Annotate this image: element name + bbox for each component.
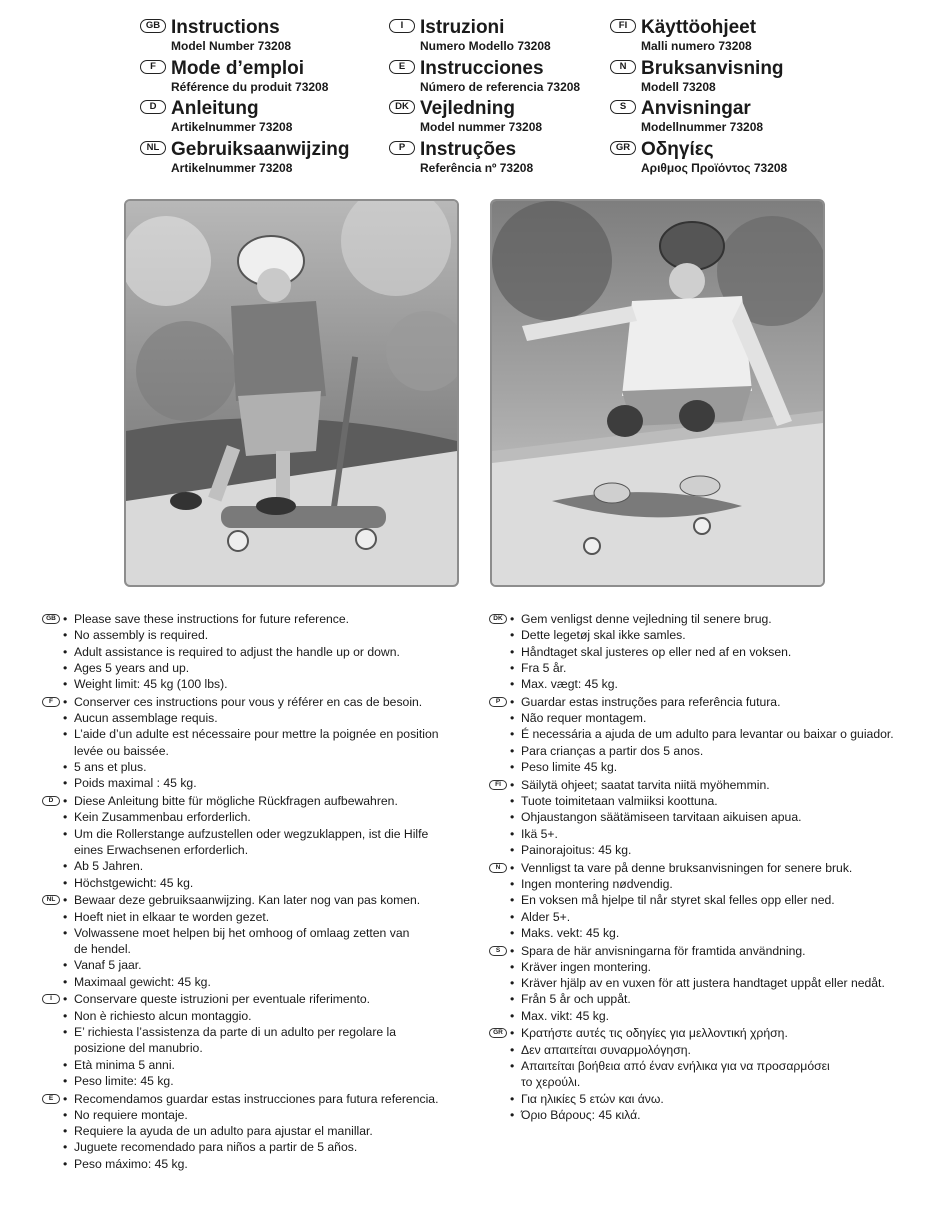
bullet-text-line: • Adult assistance is required to adjust the handle up or down.	[74, 644, 400, 659]
bullet-text-line: • Juguete recomendado para niños a partir de 5 años.	[74, 1140, 358, 1155]
bullet-text-line: • Non è richiesto alcun montaggio.	[74, 1008, 252, 1023]
bullet-text-line: • Spara de här anvisningarna för framtida användning.	[521, 943, 806, 958]
bullet-item	[521, 777, 929, 793]
language-code-badge: D	[140, 100, 166, 114]
language-code-badge: GB	[140, 19, 166, 33]
bullet-text-line: • Please save these instructions for future reference.	[74, 612, 350, 626]
bullet-text-line: • Höchstgewicht: 45 kg.	[74, 875, 194, 890]
language-section-nl	[42, 892, 472, 990]
bullet-text-line: • Poids maximal : 45 kg.	[74, 776, 197, 791]
instructions-title: Instructions	[171, 17, 280, 38]
bullet-item	[74, 793, 472, 809]
bullet-item	[74, 726, 472, 759]
bullet-text-line: • Painorajoitus: 45 kg.	[521, 842, 632, 857]
language-section-gb	[42, 611, 472, 692]
bullet-item	[521, 743, 929, 759]
photo-scooter-child	[124, 199, 459, 587]
language-section-d	[42, 793, 472, 891]
bullet-item	[521, 925, 929, 941]
language-code-badge: N	[489, 863, 507, 873]
bullet-text-line: • Från 5 år och uppåt.	[521, 992, 631, 1007]
bullet-item	[74, 611, 472, 627]
bullet-item	[521, 1091, 929, 1107]
language-code-badge: FI	[489, 780, 507, 790]
bullet-text-line: • Απαιτείται βοήθεια από έναν ενήλικα για να προσαρμόσει	[521, 1058, 830, 1073]
bullet-item	[74, 1156, 472, 1172]
bullet-text-line: το χερούλι.	[521, 1075, 581, 1090]
bullet-item	[521, 943, 929, 959]
bullet-item	[74, 925, 472, 958]
bullet-item	[521, 1025, 929, 1041]
bullet-item	[74, 1008, 472, 1024]
bullet-item	[521, 959, 929, 975]
language-code-badge: NL	[140, 141, 166, 155]
bullet-text-line: • No requiere montaje.	[74, 1107, 188, 1122]
bullet-item	[521, 726, 929, 742]
language-code-badge: F	[42, 697, 60, 707]
instructions-left-column	[42, 611, 472, 1173]
bullet-text-line: • Tuote toimitetaan valmiiksi koottuna.	[521, 794, 718, 809]
bullet-text-line: • Não requer montagem.	[521, 711, 647, 726]
language-code-badge: GR	[610, 141, 636, 155]
bullet-text-line: • Ages 5 years and up.	[74, 660, 190, 675]
bullet-item	[74, 909, 472, 925]
instructions-title: Anvisningar	[641, 98, 751, 119]
model-number-label: Model Number 73208	[171, 39, 292, 53]
bullet-text-line: • Conservare queste istruzioni per eventuale riferimento.	[74, 992, 371, 1007]
bullet-text-line: • Weight limit: 45 kg (100 lbs).	[74, 677, 228, 692]
bullet-text-line: • Kräver ingen montering.	[521, 959, 652, 974]
bullet-text-line: • Alder 5+.	[521, 909, 571, 924]
bullet-item	[521, 809, 929, 825]
bullet-item	[74, 644, 472, 660]
bullet-text-line: • Fra 5 år.	[521, 660, 567, 675]
instructions-title: Bruksanvisning	[641, 57, 784, 79]
instructions-title: Käyttöohjeet	[641, 17, 757, 38]
bullet-item	[521, 892, 929, 908]
bullet-item	[74, 1073, 472, 1089]
bullet-text-line: • Για ηλικίες 5 ετών και άνω.	[521, 1091, 664, 1106]
bullet-text-line: • 5 ans et plus.	[74, 760, 147, 775]
bullet-item	[521, 694, 929, 710]
language-code-badge: N	[610, 60, 636, 74]
bullet-text-line: • Hoeft niet in elkaar te worden gezet.	[74, 909, 270, 924]
bullet-text-line: • Ikä 5+.	[521, 826, 558, 841]
bullet-item	[74, 775, 472, 791]
instructions-title: Anleitung	[171, 98, 259, 119]
bullet-item	[521, 710, 929, 726]
model-number-label: Modellnummer 73208	[641, 120, 764, 134]
bullet-item	[521, 909, 929, 925]
bullet-text-line: • Ohjaustangon säätämiseen tarvitaan aikuisen apua.	[521, 810, 802, 825]
model-number-label: Malli numero 73208	[641, 39, 752, 53]
bullet-text-line: • Peso limite: 45 kg.	[74, 1073, 174, 1088]
bullet-item	[74, 710, 472, 726]
bullet-item	[521, 676, 929, 692]
language-section-s	[489, 943, 929, 1024]
bullet-item	[74, 957, 472, 973]
bullet-text-line: • Maximaal gewicht: 45 kg.	[74, 974, 211, 989]
bullet-item	[74, 660, 472, 676]
bullet-text-line: • Säilytä ohjeet; saatat tarvita niitä myöhemmin.	[521, 777, 770, 792]
bullet-item	[521, 991, 929, 1007]
language-code-badge: I	[42, 994, 60, 1004]
language-code-badge: GR	[489, 1028, 507, 1038]
bullet-item	[521, 660, 929, 676]
bullet-item	[521, 1042, 929, 1058]
bullet-item	[74, 858, 472, 874]
instructions-title: Istruzioni	[420, 17, 505, 38]
bullet-item	[521, 975, 929, 991]
language-code-badge: DK	[389, 100, 415, 114]
language-section-e	[42, 1091, 472, 1172]
bullet-item	[74, 627, 472, 643]
bullet-text-line: • É necessária a ajuda de um adulto para levantar ou baixar o guiador.	[521, 727, 894, 742]
language-code-badge: GB	[42, 614, 60, 624]
bullet-item	[521, 611, 929, 627]
bullet-item	[74, 759, 472, 775]
model-number-label: Número de referencia 73208	[420, 79, 581, 94]
model-number-label: Artikelnummer 73208	[171, 160, 293, 175]
language-section-f	[42, 694, 472, 792]
bullet-text-line: • Kräver hjälp av en vuxen för att justera handtaget uppåt eller nedåt.	[521, 976, 885, 991]
language-section-n	[489, 860, 929, 941]
language-section-fi	[489, 777, 929, 858]
bullet-text-line: • En voksen må hjelpe til når styret skal felles opp eller ned.	[521, 893, 835, 908]
language-code-badge: FI	[610, 19, 636, 33]
language-code-badge: D	[42, 796, 60, 806]
bullet-text-line: • L’aide d’un adulte est nécessaire pour mettre la poignée en position	[74, 727, 439, 742]
model-number-label: Αριθμος Προϊόντος 73208	[641, 160, 788, 175]
language-code-badge: I	[389, 19, 415, 33]
language-code-badge: F	[140, 60, 166, 74]
bullet-item	[521, 1008, 929, 1024]
bullet-text-line: • Recomendamos guardar estas instrucciones para futura referencia.	[74, 1091, 439, 1106]
model-number-label: Referência nº 73208	[420, 160, 534, 175]
bullet-item	[521, 644, 929, 660]
bullet-item	[74, 1057, 472, 1073]
bullet-text-line: • Peso limite 45 kg.	[521, 760, 618, 775]
instructions-title: Mode d’emploi	[171, 57, 304, 79]
bullet-item	[521, 793, 929, 809]
bullet-text-line: • Dette legetøj skal ikke samles.	[521, 628, 686, 643]
language-code-badge: E	[42, 1094, 60, 1104]
instructions-title: Οδηγίες	[641, 138, 714, 160]
photo-skateboard-child	[490, 199, 825, 587]
instructions-title: Gebruiksaanwijzing	[171, 138, 350, 160]
instructions-title: Vejledning	[420, 98, 516, 119]
language-section-p	[489, 694, 929, 775]
bullet-text-line: • Håndtaget skal justeres op eller ned af en voksen.	[521, 644, 792, 659]
bullet-text-line: • Maks. vekt: 45 kg.	[521, 925, 620, 940]
bullet-text-line: • Όριο Βάρους: 45 κιλά.	[521, 1107, 641, 1122]
bullet-text-line: • Vanaf 5 jaar.	[74, 958, 142, 973]
bullet-text-line: posizione del manubrio.	[74, 1041, 203, 1056]
bullet-text-line: • Volwassene moet helpen bij het omhoog of omlaag zetten van	[74, 925, 410, 940]
bullet-item	[74, 826, 472, 859]
bullet-text-line: • Diese Anleitung bitte für mögliche Rückfragen aufbewahren.	[74, 794, 398, 809]
bullet-item	[521, 876, 929, 892]
model-number-label: Numero Modello 73208	[420, 39, 551, 53]
bullet-item	[74, 809, 472, 825]
bullet-text-line: • Para crianças a partir dos 5 anos.	[521, 743, 704, 758]
bullet-item	[521, 826, 929, 842]
bullet-item	[521, 842, 929, 858]
bullet-item	[521, 759, 929, 775]
language-section-dk	[489, 611, 929, 692]
bullet-item	[74, 676, 472, 692]
bullet-text-line: • Vennligst ta vare på denne bruksanvisningen for senere bruk.	[521, 860, 853, 875]
bullet-item	[74, 1139, 472, 1155]
bullet-text-line: levée ou baissée.	[74, 743, 169, 758]
bullet-text-line: • Peso máximo: 45 kg.	[74, 1156, 188, 1171]
bullet-item	[521, 860, 929, 876]
instructions-title: Instrucciones	[420, 57, 544, 79]
language-code-badge: S	[489, 946, 507, 956]
bullet-item	[521, 1107, 929, 1123]
bullet-text-line: • Guardar estas instruções para referência futura.	[521, 694, 781, 709]
language-code-badge: E	[389, 60, 415, 74]
language-code-badge: DK	[489, 614, 507, 624]
bullet-text-line: • E’ richiesta l’assistenza da parte di un adulto per regolare la	[74, 1024, 397, 1039]
bullet-text-line: • Δεν απαιτείται συναρμολόγηση.	[521, 1042, 691, 1057]
model-number-label: Artikelnummer 73208	[171, 120, 293, 134]
model-number-label: Model nummer 73208	[420, 120, 543, 134]
bullet-item	[521, 627, 929, 643]
bullet-item	[74, 1107, 472, 1123]
bullet-item	[74, 892, 472, 908]
bullet-item	[521, 1058, 929, 1091]
bullet-text-line: • Conserver ces instructions pour vous y référer en cas de besoin.	[74, 694, 423, 709]
bullet-text-line: de hendel.	[74, 942, 131, 957]
bullet-item	[74, 1091, 472, 1107]
bullet-item	[74, 974, 472, 990]
language-code-badge: NL	[42, 895, 60, 905]
bullet-text-line: • Κρατήστε αυτές τις οδηγίες για μελλοντική χρήση.	[521, 1026, 788, 1041]
bullet-text-line: • Gem venligst denne vejledning til senere brug.	[521, 612, 772, 626]
bullet-text-line: • Requiere la ayuda de un adulto para ajustar el manillar.	[74, 1124, 373, 1139]
language-section-gr	[489, 1025, 929, 1123]
instructions-title: Instruções	[420, 138, 517, 160]
bullet-item	[74, 1123, 472, 1139]
instructions-right-column	[489, 611, 929, 1125]
bullet-text-line: • No assembly is required.	[74, 628, 209, 643]
language-code-badge: S	[610, 100, 636, 114]
bullet-text-line: • Età minima 5 anni.	[74, 1057, 175, 1072]
language-code-badge: P	[489, 697, 507, 707]
bullet-item	[74, 875, 472, 891]
language-code-badge: P	[389, 141, 415, 155]
bullet-text-line: • Max. vægt: 45 kg.	[521, 677, 618, 692]
bullet-text-line: • Aucun assemblage requis.	[74, 711, 218, 726]
model-number-label: Référence du produit 73208	[171, 79, 329, 94]
bullet-text-line: • Ab 5 Jahren.	[74, 859, 144, 874]
bullet-item	[74, 991, 472, 1007]
bullet-text-line: • Max. vikt: 45 kg.	[521, 1008, 610, 1023]
bullet-text-line: • Kein Zusammenbau erforderlich.	[74, 810, 251, 825]
bullet-text-line: • Ingen montering nødvendig.	[521, 876, 673, 891]
bullet-item	[74, 1024, 472, 1057]
bullet-item	[74, 694, 472, 710]
bullet-text-line: eines Erwachsenen erforderlich.	[74, 842, 249, 857]
language-section-i	[42, 991, 472, 1089]
model-number-label: Modell 73208	[641, 79, 716, 94]
bullet-text-line: • Bewaar deze gebruiksaanwijzing. Kan later nog van pas komen.	[74, 893, 421, 908]
bullet-text-line: • Um die Rollerstange aufzustellen oder wegzuklappen, ist die Hilfe	[74, 826, 429, 841]
